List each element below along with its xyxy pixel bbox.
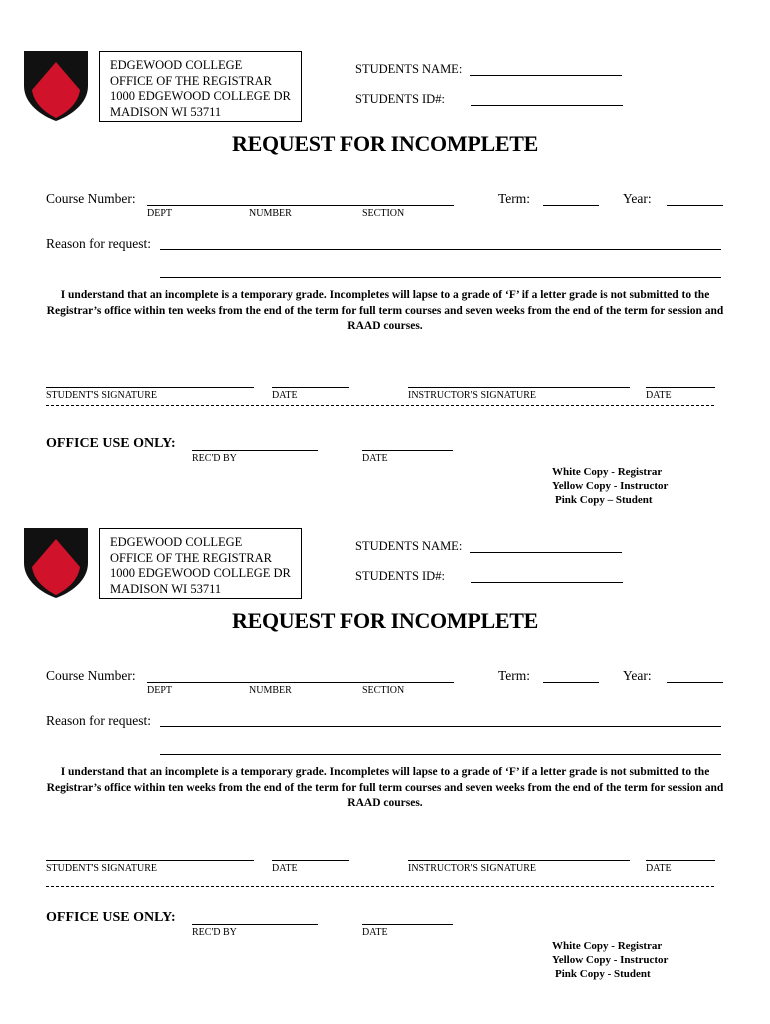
students-name-label: STUDENTS NAME: (355, 539, 463, 553)
pink-copy-label: Pink Copy – Student (555, 494, 653, 506)
year-field[interactable] (667, 682, 723, 683)
course-number-field[interactable] (147, 682, 454, 683)
office-use-label: OFFICE USE ONLY: (46, 436, 176, 451)
cut-line (46, 405, 714, 406)
section-label: SECTION (362, 208, 405, 219)
request-form-2 (0, 477, 770, 980)
address-line-3: 1000 EDGEWOOD COLLEGE DR (110, 89, 291, 103)
form-title: REQUEST FOR INCOMPLETE (232, 131, 538, 156)
office-date-field[interactable] (362, 450, 453, 451)
reason-field-line-2[interactable] (160, 754, 721, 755)
instructor-signature-field[interactable] (408, 860, 630, 861)
course-number-field[interactable] (147, 205, 454, 206)
recd-by-field[interactable] (192, 450, 318, 451)
number-label: NUMBER (249, 208, 292, 219)
reason-label: Reason for request: (46, 236, 151, 251)
pink-copy-label: Pink Copy - Student (555, 968, 651, 980)
students-name-label: STUDENTS NAME: (355, 62, 463, 76)
students-name-field[interactable] (470, 75, 622, 76)
students-name-field[interactable] (470, 552, 622, 553)
term-label: Term: (498, 668, 531, 683)
address-line-4: MADISON WI 53711 (110, 104, 222, 119)
recd-by-label: REC'D BY (192, 927, 237, 938)
address-line-1: EDGEWOOD COLLEGE (110, 58, 243, 72)
recd-by-label: REC'D BY (192, 453, 237, 464)
incomplete-notice: I understand that an incomplete is a temporary grade. Incompletes will lapse to a grade of ‘F’ if a letter grade is not submitted to the Registrar’s office within ten weeks from the end of the term for full term courses and seven weeks from the end of the term for session and RAAD courses. (46, 766, 724, 809)
address-line-3: 1000 EDGEWOOD COLLEGE DR (110, 566, 291, 580)
incomplete-notice: I understand that an incomplete is a temporary grade. Incompletes will lapse to a grade of ‘F’ if a letter grade is not submitted to the Registrar’s office within ten weeks from the end of the term for full term courses and seven weeks from the end of the term for session and RAAD courses. (46, 289, 724, 332)
students-id-field[interactable] (471, 582, 623, 583)
students-id-field[interactable] (471, 105, 623, 106)
term-label: Term: (498, 191, 531, 206)
registrar-address-box (99, 51, 302, 122)
student-date-label: DATE (272, 863, 298, 874)
students-id-label: STUDENTS ID#: (355, 569, 445, 583)
yellow-copy-label: Yellow Copy - Instructor (552, 480, 669, 492)
instructor-signature-label: INSTRUCTOR'S SIGNATURE (408, 390, 537, 401)
dept-label: DEPT (147, 208, 172, 219)
instructor-date-field[interactable] (646, 860, 715, 861)
address-line-1: EDGEWOOD COLLEGE (110, 535, 243, 549)
instructor-date-field[interactable] (646, 387, 715, 388)
instructor-date-label: DATE (646, 390, 672, 401)
students-id-label: STUDENTS ID#: (355, 92, 445, 106)
address-line-2: OFFICE OF THE REGISTRAR (110, 73, 272, 88)
student-date-field[interactable] (272, 387, 349, 388)
reason-field-line-1[interactable] (160, 249, 721, 250)
student-signature-label: STUDENT'S SIGNATURE (46, 863, 157, 874)
instructor-signature-field[interactable] (408, 387, 630, 388)
student-signature-field[interactable] (46, 387, 254, 388)
number-label: NUMBER (249, 685, 292, 696)
course-number-label: Course Number: (46, 668, 136, 683)
office-date-field[interactable] (362, 924, 453, 925)
copy-distribution (552, 939, 668, 981)
recd-by-field[interactable] (192, 924, 318, 925)
instructor-date-label: DATE (646, 863, 672, 874)
term-field[interactable] (543, 205, 599, 206)
white-copy-label: White Copy - Registrar (552, 940, 663, 952)
year-label: Year: (623, 191, 652, 206)
cut-line (46, 886, 714, 887)
student-date-field[interactable] (272, 860, 349, 861)
office-date-label: DATE (362, 927, 388, 938)
white-copy-label: White Copy - Registrar (552, 466, 663, 478)
address-line-2: OFFICE OF THE REGISTRAR (110, 550, 272, 565)
address-line-4: MADISON WI 53711 (110, 581, 222, 596)
student-signature-label: STUDENT'S SIGNATURE (46, 390, 157, 401)
reason-field-line-2[interactable] (160, 277, 721, 278)
term-field[interactable] (543, 682, 599, 683)
office-date-label: DATE (362, 453, 388, 464)
reason-label: Reason for request: (46, 713, 151, 728)
edgewood-shield-logo-icon (22, 525, 90, 599)
reason-field-line-1[interactable] (160, 726, 721, 727)
student-date-label: DATE (272, 390, 298, 401)
year-label: Year: (623, 668, 652, 683)
section-label: SECTION (362, 685, 405, 696)
registrar-address-box (99, 528, 302, 599)
instructor-signature-label: INSTRUCTOR'S SIGNATURE (408, 863, 537, 874)
course-number-label: Course Number: (46, 191, 136, 206)
request-form-1 (0, 0, 770, 506)
dept-label: DEPT (147, 685, 172, 696)
form-title: REQUEST FOR INCOMPLETE (232, 608, 538, 633)
yellow-copy-label: Yellow Copy - Instructor (552, 954, 669, 966)
student-signature-field[interactable] (46, 860, 254, 861)
edgewood-shield-logo-icon (22, 48, 90, 122)
office-use-label: OFFICE USE ONLY: (46, 910, 176, 925)
year-field[interactable] (667, 205, 723, 206)
